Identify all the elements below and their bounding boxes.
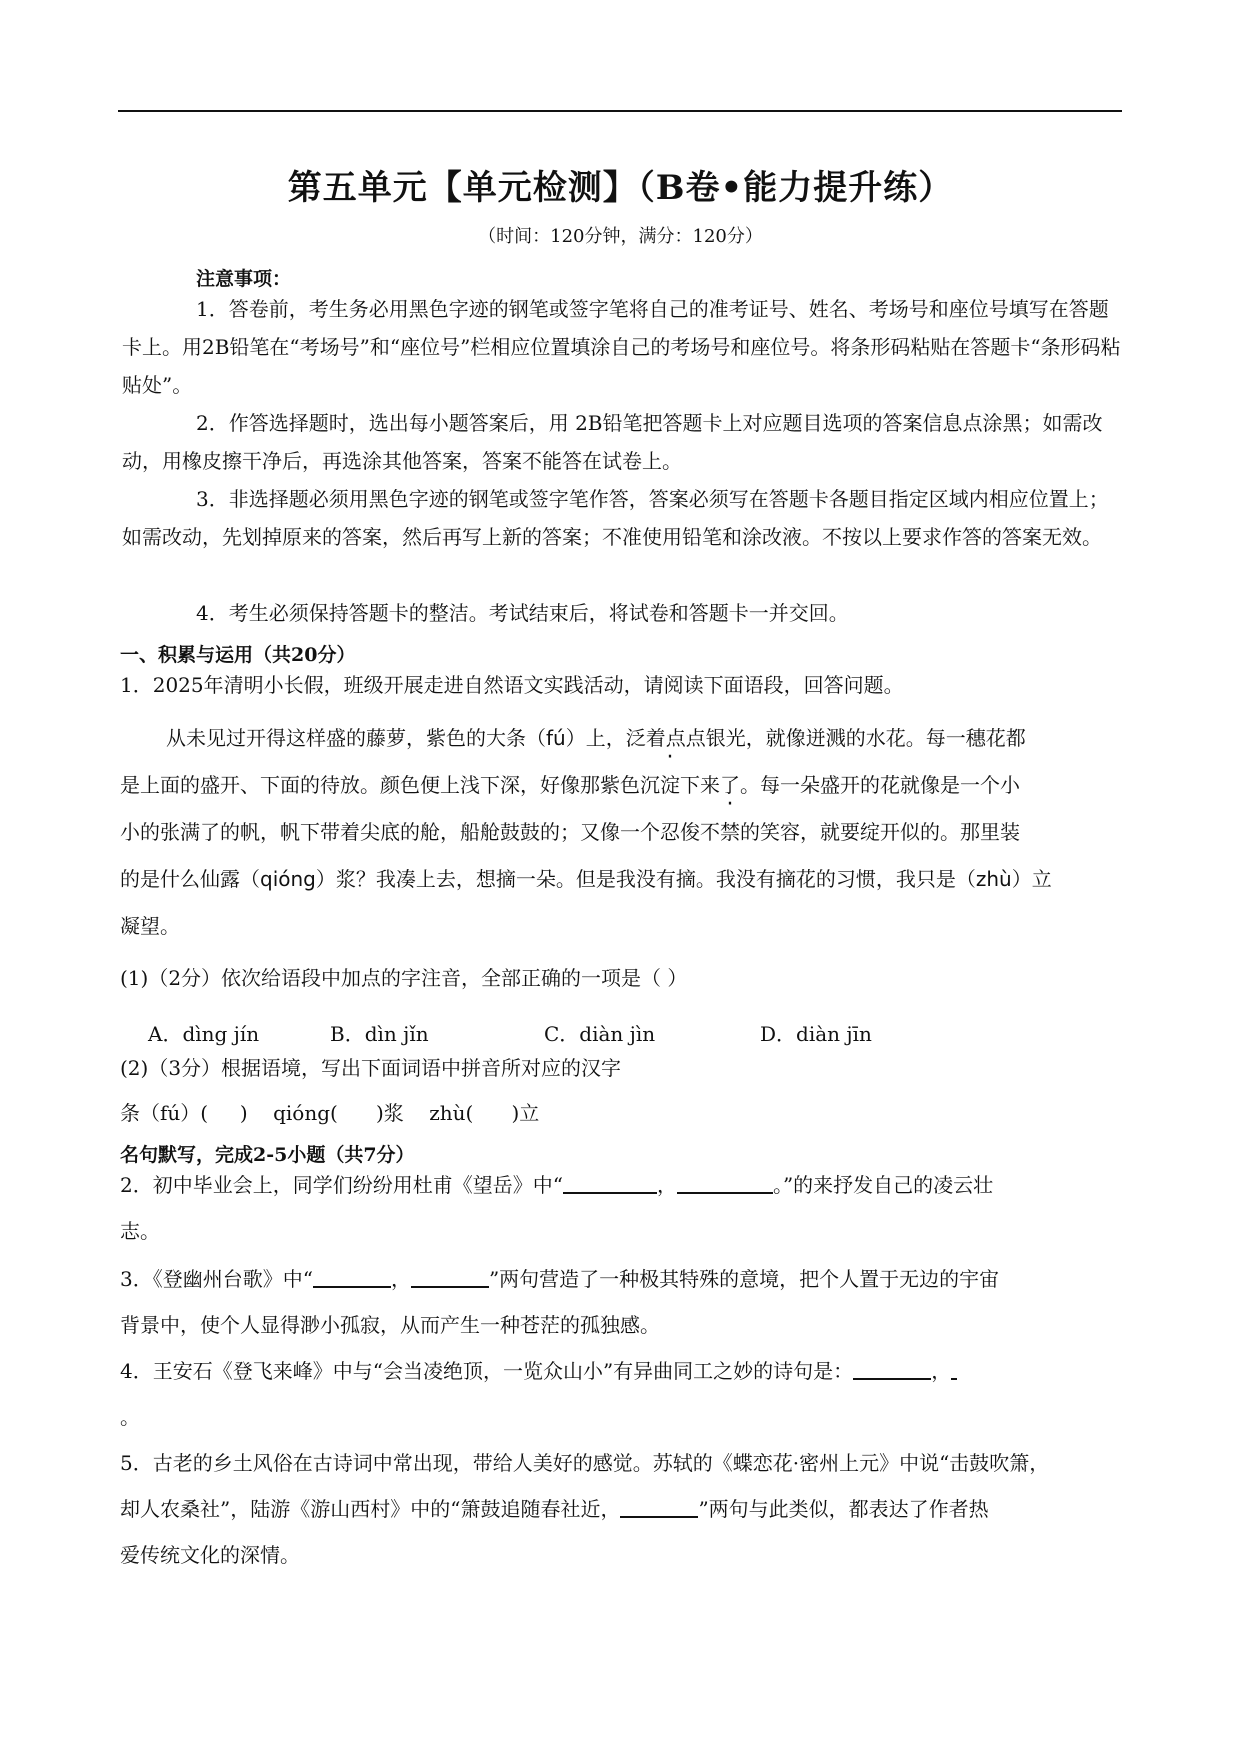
question-5: 5．古老的乡土风俗在古诗词中常出现，带给人美好的感觉。苏轼的《蝶恋花·密州上元》中说“击鼓吹箫， 却人农桑社”，陆游《游山西村》中的“箫鼓追随春社近， ”两句与此类似，都表达了作者热 爱传统文化的深情。	[120, 1451, 1050, 1567]
option-b[interactable]: B．dìn jǐn	[330, 1022, 429, 1046]
question-1-1: (1)（2分）依次给语段中加点的字注音，全部正确的一项是（ ）	[120, 966, 688, 990]
question-1-2: (2)（3分）根据语境，写出下面词语中拼音所对应的汉字	[120, 1056, 622, 1080]
answer-blank[interactable]	[563, 1168, 657, 1194]
answer-blank[interactable]	[677, 1168, 773, 1194]
question-2: 2．初中毕业会上，同学们纷纷用杜甫《望岳》中“ ， 。”的来抒发自己的凌云壮 志。	[120, 1162, 1124, 1254]
notes-heading: 注意事项：	[196, 268, 292, 290]
passage-line: 从未见过开得这样盛的藤萝，紫色的大条（fú）上，泛着点点银光，就像迸溅的水花。每一穗花都	[166, 726, 1026, 750]
note-item-1: 1．答卷前，考生务必用黑色字迹的钢笔或签字笔将自己的准考证号、姓名、考场号和座位号填写在答题卡上。用2B铅笔在“考场号”和“座位号”栏相应位置填涂自己的考场号和座位号。将条形码粘贴在答题卡“条形码粘贴处”。	[122, 297, 1121, 397]
question-1-stem: 1．2025年清明小长假，班级开展走进自然语文实践活动，请阅读下面语段，回答问题。	[120, 673, 904, 697]
exam-info: （时间：120分钟，满分：120分）	[478, 226, 763, 247]
header-rule	[118, 110, 1122, 112]
passage-line: 是上面的盛开、下面的待放。颜色便上浅下深，好像那紫色沉淀下来了。每一朵盛开的花就像是一个小	[120, 773, 1020, 797]
passage-line: 小的张满了的帆，帆下带着尖底的舱，船舱鼓鼓的；又像一个忍俊不禁的笑容，就要绽开似的。那里装	[120, 820, 1020, 844]
answer-blank[interactable]	[853, 1354, 931, 1380]
dotted-char: 淀	[660, 773, 680, 797]
note-item-3: 3．非选择题必须用黑色字迹的钢笔或签字笔作答，答案必须写在答题卡各题目指定区域内相应位置上；如需改动，先划掉原来的答案，然后再写上新的答案；不准使用铅笔和涂改液。不按以上要求作答的答案无效。	[122, 487, 1109, 549]
passage-line: 凝望。	[120, 914, 180, 938]
option-c[interactable]: C．diàn jìn	[544, 1022, 656, 1046]
section-1-heading: 一、积累与运用（共20分）	[120, 644, 356, 666]
note-item-2: 2．作答选择题时，选出每小题答案后，用 2B铅笔把答题卡上对应题目选项的答案信息点涂黑；如需改动，用橡皮擦干净后，再选涂其他答案，答案不能答在试卷上。	[122, 411, 1103, 473]
question-1-2-blanks[interactable]: 条（fú）( ) qióng( )浆 zhù( )立	[120, 1101, 540, 1125]
question-4: 4．王安石《登飞来峰》中与“会当凌绝顶，一览众山小”有异曲同工之妙的诗句是： ， 。	[120, 1348, 1124, 1440]
answer-blank[interactable]	[411, 1262, 489, 1288]
passage-line: 的是什么仙露（qióng）浆？我凑上去，想摘一朵。但是我没有摘。我没有摘花的习惯，我只是（zhù）立	[120, 867, 1052, 891]
answer-blank[interactable]	[951, 1354, 957, 1380]
page-title: 第五单元【单元检测】（B卷•能力提升练）	[287, 168, 954, 208]
question-3: 3．《登幽州台歌》中“ ， ”两句营造了一种极其特殊的意境，把个人置于无边的宇宙 背景中，使个人显得渺小孤寂，从而产生一种苍茫的孤独感。	[120, 1256, 1124, 1348]
dotted-char: 禁	[720, 820, 740, 844]
answer-blank[interactable]	[313, 1262, 391, 1288]
option-d[interactable]: D．diàn jīn	[760, 1022, 872, 1046]
reading-passage	[120, 715, 1124, 950]
section-2-heading: 名句默写，完成2-5小题（共7分）	[120, 1144, 415, 1166]
answer-blank[interactable]	[620, 1492, 698, 1518]
option-a[interactable]: A．dìng jín	[148, 1022, 260, 1046]
note-item-4: 4．考生必须保持答题卡的整洁。考试结束后，将试卷和答题卡一并交回。	[196, 601, 849, 625]
